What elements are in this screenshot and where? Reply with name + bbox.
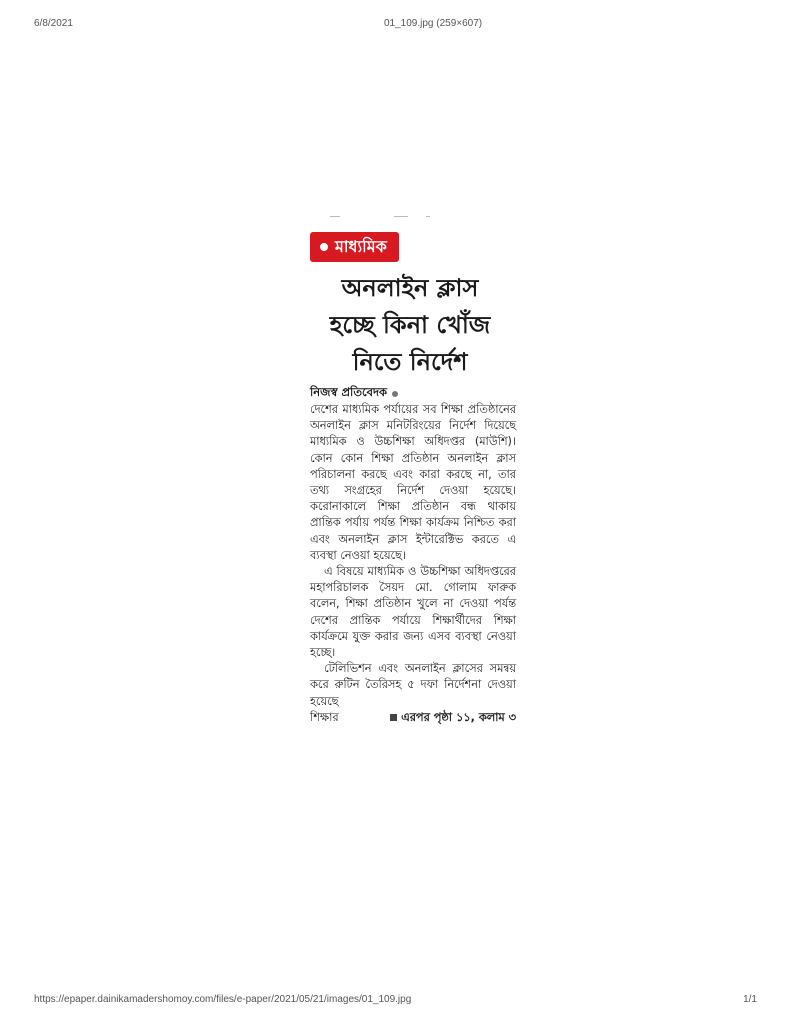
bullet-icon (320, 243, 328, 251)
print-footer (0, 994, 791, 1010)
article-paragraph: টেলিভিশন এবং অনলাইন ক্লাসের সমন্বয় করে রুটিন তৈরিসহ ৫ দফা নির্দেশনা দেওয়া হয়েছে (310, 662, 516, 708)
print-title: 01_109.jpg (259×607) (384, 18, 483, 29)
article-paragraph: এ বিষয়ে মাধ্যমিক ও উচ্চশিক্ষা অধিদপ্তরের মহাপরিচালক সৈয়দ মো. গোলাম ফারুক বলেন, শিক্ষা প্রতিষ্ঠান খুলে না দেওয়া পর্যন্ত দেশের প্রান্তিক পর্যায়ে শিক্ষার্থীদের শিক্ষা কার্যক্রমে যুক্ত করার জন্য এসব ব্যবস্থা নেওয়া হচ্ছে। (310, 565, 516, 660)
article-paragraph: দেশের মাধ্যমিক পর্যায়ের সব শিক্ষা প্রতিষ্ঠানের অনলাইন ক্লাস মনিটরিংয়ের নির্দেশ দিয়েছে মাধ্যমিক ও উচ্চশিক্ষা অধিদপ্তর (মাউশি)। কোন কোন শিক্ষা প্রতিষ্ঠান অনলাইন ক্লাস পরিচালনা করছে এবং কারা করছে না, তার তথ্য সংগ্রহের নির্দেশ দেওয়া হয়েছে। করোনাকালে শিক্ষা প্রতিষ্ঠান বন্ধ থাকায় প্রান্তিক পর্যায় পর্যন্ত শিক্ষা কার্যক্রম নিশ্চিত করা এবং অনলাইন ক্লাস ইন্টারেক্টিভ করতে এ ব্যবস্থা নেওয়া হয়েছে। (310, 403, 516, 562)
continuation-ref (390, 710, 516, 726)
byline-text: নিজস্ব প্রতিবেদক (310, 385, 388, 399)
scan-mark (394, 216, 408, 217)
byline (310, 384, 516, 403)
section-tag (310, 232, 399, 262)
headline-line: অনলাইন ক্লাস (341, 274, 479, 302)
print-url: https://epaper.dainikamadershomoy.com/files/e-paper/2021/05/21/images/01_109.jpg (34, 994, 412, 1005)
section-tag-label: মাধ্যমিক (335, 236, 387, 256)
continuation-line (310, 710, 516, 726)
last-word: শিক্ষার (310, 710, 339, 724)
headline (302, 270, 518, 381)
scan-mark (330, 216, 340, 217)
print-page-number: 1/1 (743, 994, 757, 1005)
bullet-icon (392, 391, 398, 397)
article-body (310, 402, 516, 726)
scan-mark (426, 216, 430, 217)
square-bullet-icon (390, 714, 397, 721)
newspaper-clipping (302, 212, 518, 802)
print-header (0, 18, 791, 34)
headline-line: হচ্ছে কিনা খোঁজ (329, 311, 491, 339)
print-date: 6/8/2021 (34, 18, 73, 29)
headline-line: নিতে নির্দেশ (352, 348, 468, 376)
continuation-text: এরপর পৃষ্ঠা ১১, কলাম ৩ (401, 710, 516, 724)
